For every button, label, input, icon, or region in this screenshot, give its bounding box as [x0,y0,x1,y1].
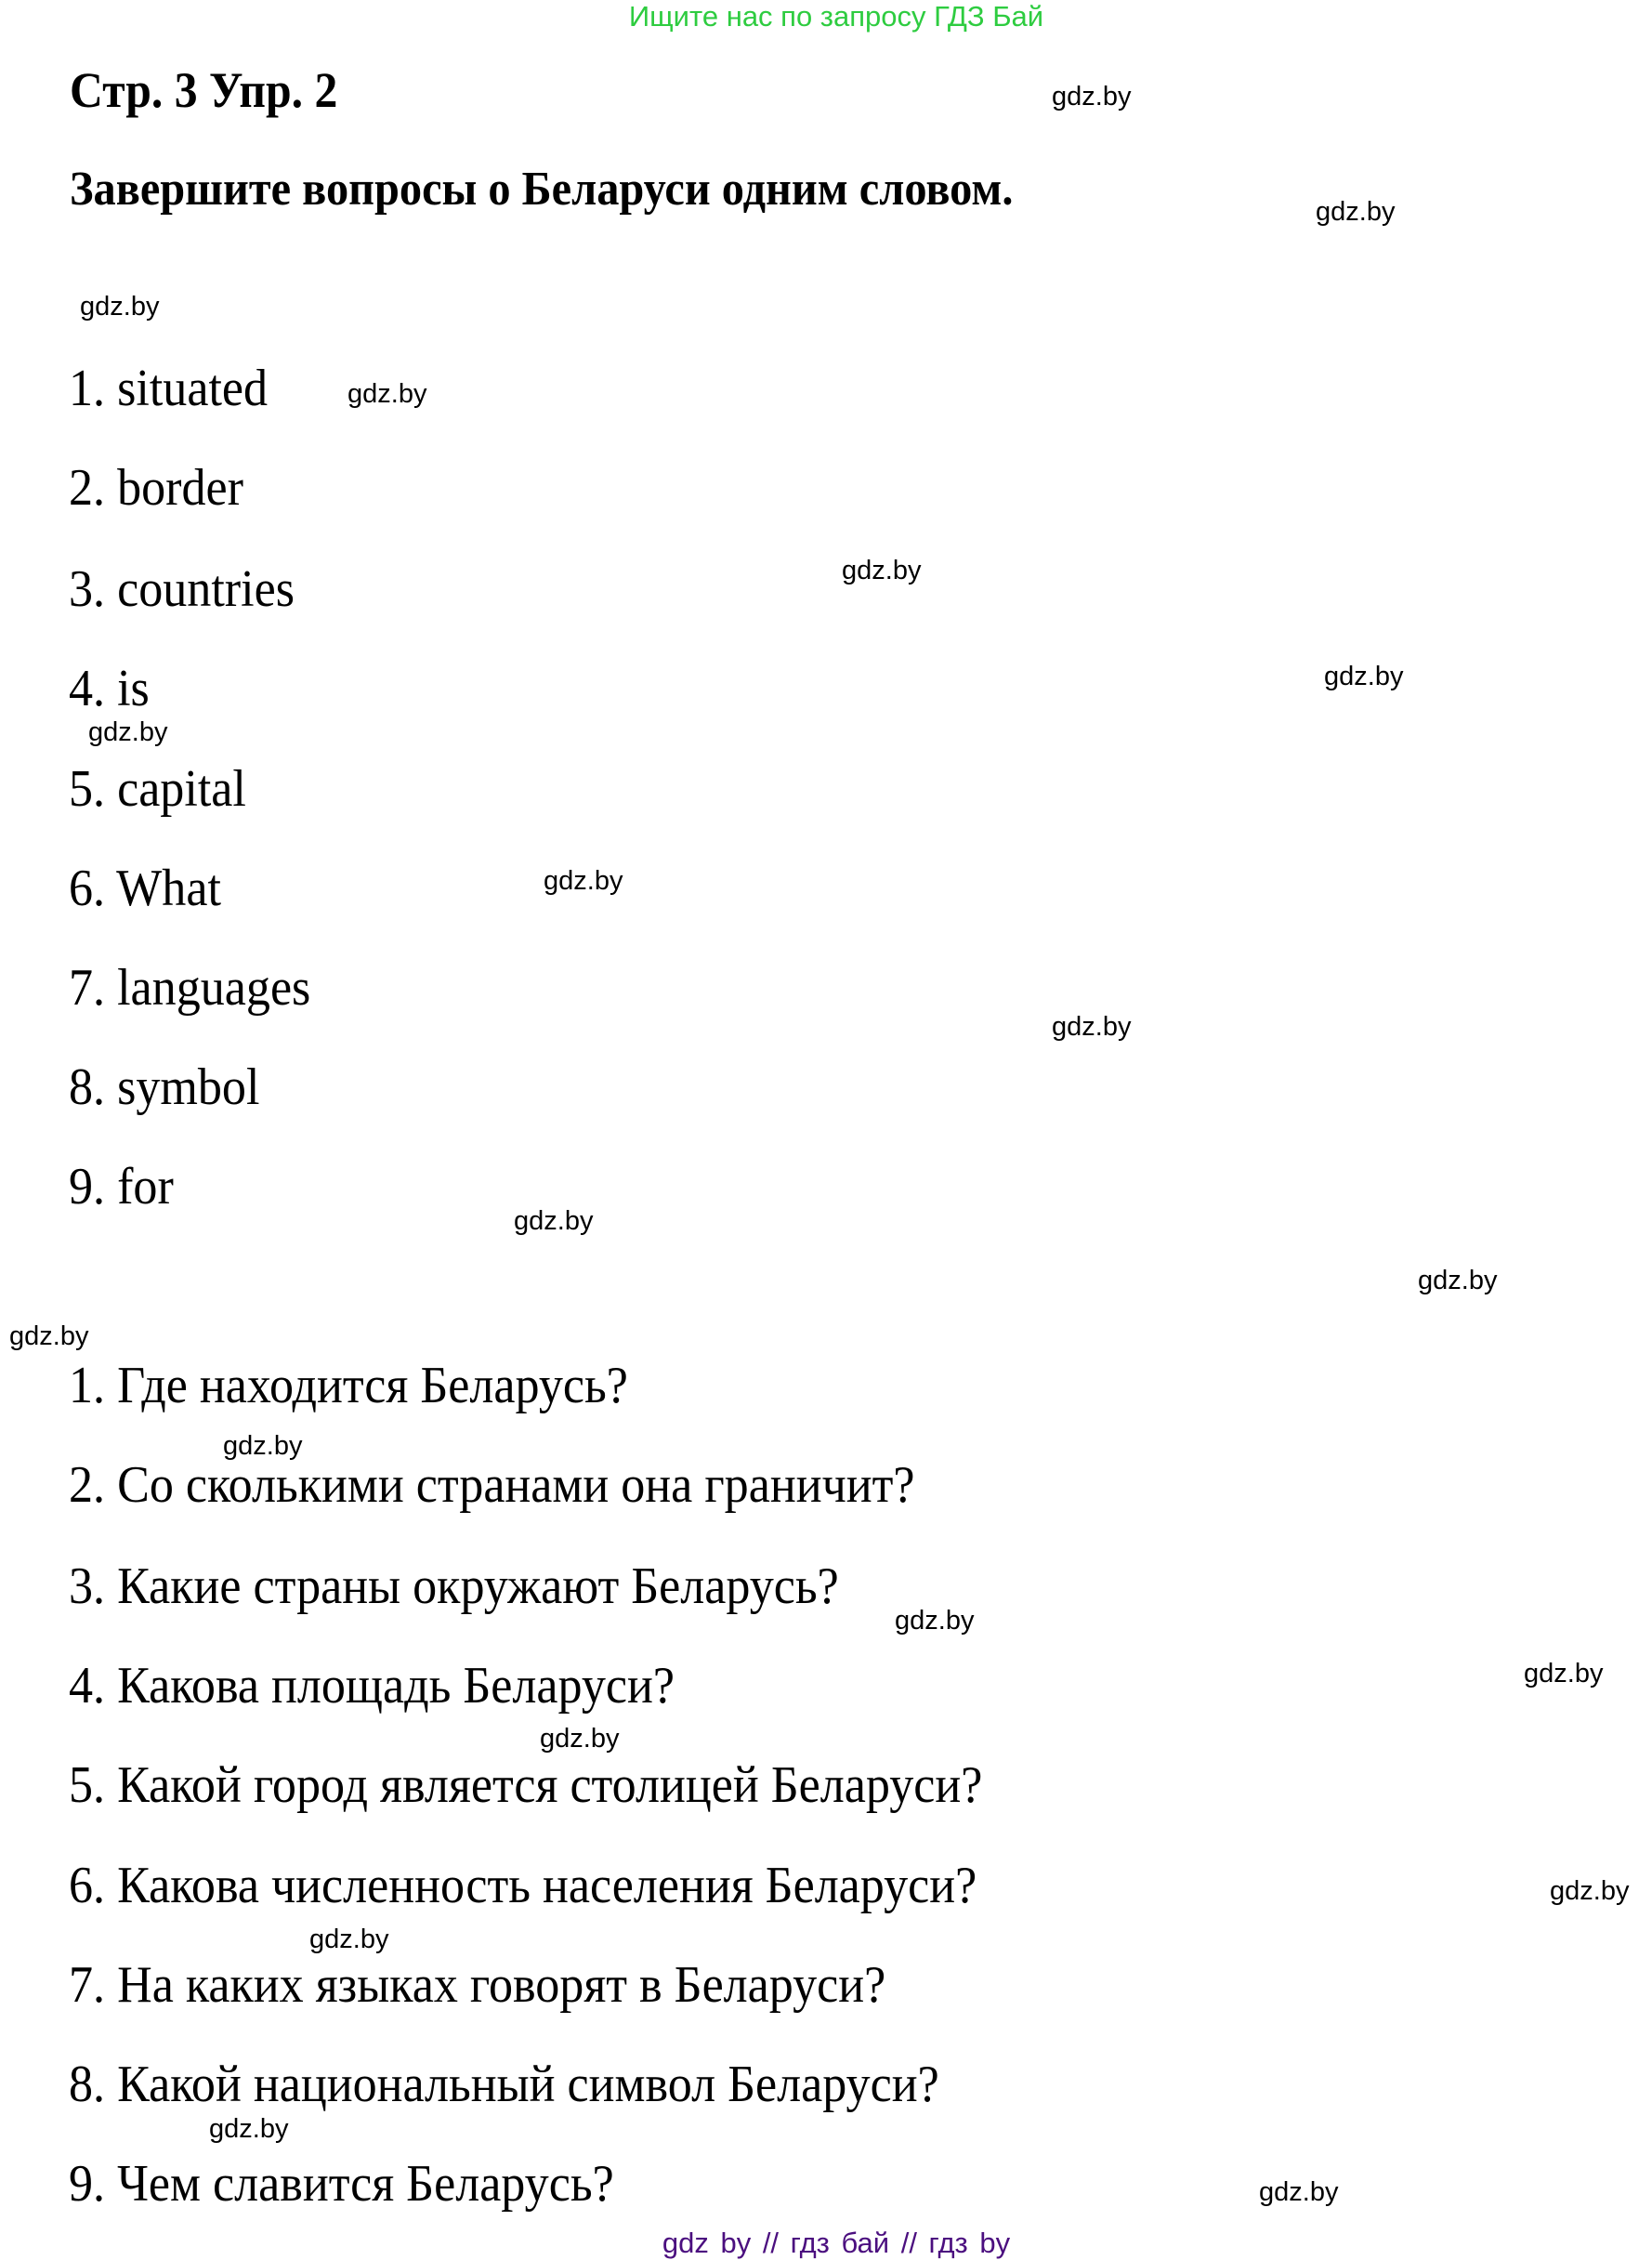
watermark: gdz.by [223,1431,303,1461]
watermark: gdz.by [544,866,623,896]
watermark: gdz.by [1316,197,1396,227]
watermark: gdz.by [1259,2177,1339,2207]
watermark: gdz.by [1550,1876,1630,1906]
translation-item: 6. Какова численность населения Беларуси? [69,1857,977,1914]
watermark: gdz.by [540,1724,620,1754]
answer-item: 7. languages [69,959,311,1017]
watermark: gdz.by [1418,1266,1498,1295]
answer-item: 2. border [69,459,244,517]
translation-item: 3. Какие страны окружают Беларусь? [69,1557,839,1615]
watermark: gdz.by [1052,82,1132,112]
watermark: gdz.by [842,556,922,585]
translation-item: 4. Какова площадь Беларуси? [69,1657,675,1715]
watermark: gdz.by [88,717,168,747]
watermark: gdz.by [514,1206,594,1236]
translation-item: 8. Какой национальный символ Беларуси? [69,2056,939,2113]
watermark: gdz.by [347,379,427,409]
watermark: gdz.by [895,1606,975,1636]
watermark: gdz.by [1324,662,1404,691]
translation-item: 7. На каких языках говорят в Беларуси? [69,1956,886,2014]
watermark: gdz.by [80,292,160,322]
translation-item: 2. Со сколькими странами она граничит? [69,1456,915,1514]
translation-item: 1. Где находится Беларусь? [69,1357,628,1414]
watermark: gdz.by [1052,1012,1132,1042]
watermark: gdz.by [209,2114,289,2144]
watermark: gdz.by [1524,1659,1604,1688]
translation-item: 9. Чем славится Беларусь? [69,2155,614,2213]
page-title: Стр. 3 Упр. 2 [70,62,338,118]
search-banner[interactable]: Ищите нас по запросу ГДЗ Бай [628,0,1044,33]
answer-item: 1. situated [69,360,269,417]
watermark: gdz.by [309,1925,389,1954]
answer-item: 4. is [69,660,150,717]
watermark: gdz.by [9,1321,89,1351]
translation-item: 5. Какой город является столицей Беларуси? [69,1756,983,1814]
answer-item: 8. symbol [69,1058,260,1116]
answer-item: 6. What [69,860,221,917]
answer-item: 3. countries [69,560,295,618]
answer-item: 9. for [69,1158,174,1215]
answer-item: 5. capital [69,760,246,818]
task-instruction: Завершите вопросы о Беларуси одним словом. [70,163,1014,216]
footer-links[interactable]: gdz by // гдз бай // гдз by [662,2227,1011,2259]
